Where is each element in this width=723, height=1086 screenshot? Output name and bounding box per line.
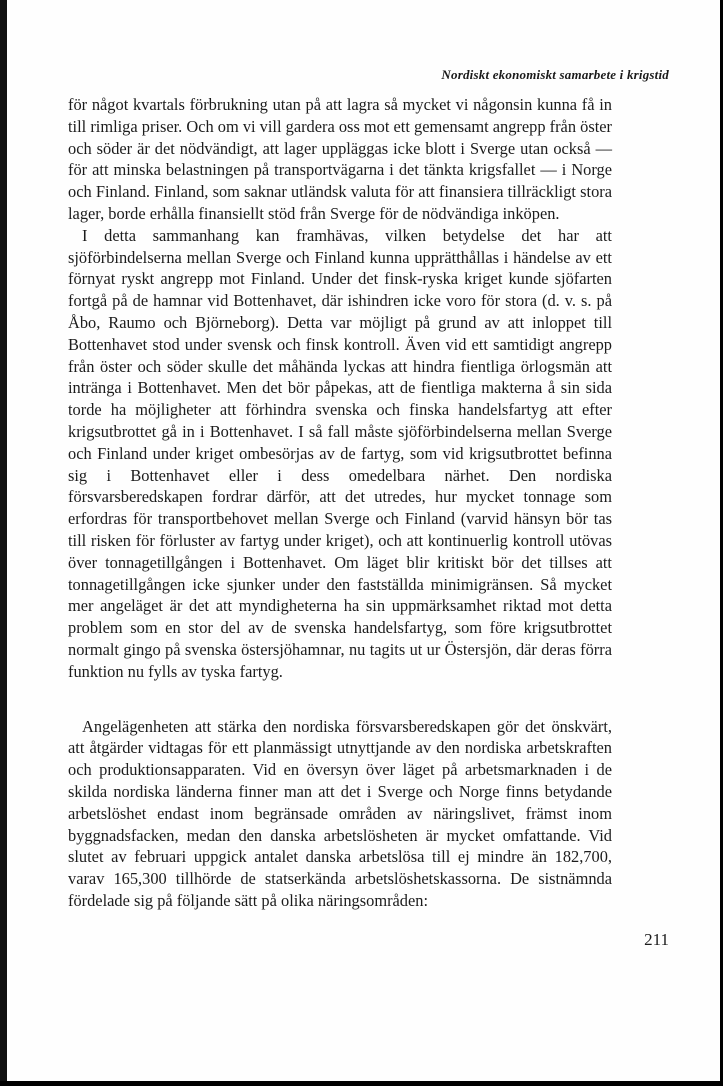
paragraph-sea-connections: I detta sammanhang kan framhävas, vilken betydelse det har att sjöförbindelserna mellan Sverge och Finland kunna upprätthållas i händelse av ett förnyat ryskt angrepp mot Finland. Under det finsk-ryska kriget kunde sjöfarten fortgå på de hamnar vid Bottenhavet, där ishindren icke voro för stora (d. v. s. på Åbo, Raumo och Björneborg). Detta var möjligt på grund av att inloppet till Bottenhavet stod under svensk och finsk kontroll. Även vid ett samtidigt angrepp från öster och söder skulle det måhända lyckas att hindra fientliga örlogsmän att intränga i Bottenhavet. Men det bör påpekas, att de fientliga makterna å sin sida torde ha möjligheter att förhindra svenska och finska handelsfartyg att efter krigsutbrottet gå in i Bottenhavet. I så fall måste sjöförbindelserna mellan Sverge och Finland under kriget ombesörjas av de fartyg, som vid krigsutbrottet befinna sig i Bottenhavet eller i dess omedelbara närhet. Den nordiska försvarsberedskapen fordrar därför, att det utredes, hur mycket tonnage som erfordras för transportbehovet mellan Sverge och Finland (varvid hänsyn bör tas till risken för förluster av fartyg under kriget), och att kontinuerlig kontroll utövas över tonnagetillgången i Bottenhavet. Om läget blir kritiskt bör det tillses att tonnagetillgången icke sjunker under den fastställda minimigränsen. Så mycket mer angeläget är det att myndigheterna ha sin uppmärksamhet riktad mot detta problem som en stor del av de svenska handelsfartyg, som före krigsutbrottet normalt gingo på svenska östersjöhamnar, nu tagits ut ur Östersjön, där deras förra funktion nu fylls av tyska fartyg.	[68, 225, 612, 681]
scan-edge-left	[0, 0, 7, 1086]
body-text	[68, 94, 612, 912]
paragraph-continued: för något kvartals förbrukning utan på att lagra så mycket vi någonsin kunna få in till rimliga priser. Och om vi vill gardera oss mot ett gemensamt angrepp från öster och söder är det nödvändigt, att lager uppläggas icke blott i Sverge utan också — för att minska belastningen på transportvägarna i det tänkta krigsfallet — i Norge och Finland. Finland, som saknar utländsk valuta för att finansiera tillräckligt stora lager, borde erhålla finansiellt stöd från Sverge för de nödvändiga inköpen.	[68, 95, 612, 223]
scan-edge-bottom	[0, 1081, 723, 1086]
running-head: Nordiskt ekonomiskt samarbete i krigstid	[441, 67, 669, 82]
paragraph-labour-market: Angelägenheten att stärka den nordiska försvarsberedskapen gör det önskvärt, att åtgärder vidtagas för ett planmässigt utnyttjande av den nordiska arbetskraften och produktionsapparaten. Vid en översyn över läget på arbetsmarknaden i de skilda nordiska länderna finner man att det i Sverge och Norge finns betydande arbetslöshet endast inom begränsade områden av näringslivet, främst inom byggnadsfacken, medan den danska arbetslösheten är mycket omfattande. Vid slutet av februari uppgick antalet danska arbetslösa till ej mindre än 182,700, varav 165,300 tillhörde de statserkända arbetslöshetskassorna. De sistnämnda fördelade sig på följande sätt på olika näringsområden:	[68, 716, 612, 910]
page-number: 211	[644, 930, 669, 949]
